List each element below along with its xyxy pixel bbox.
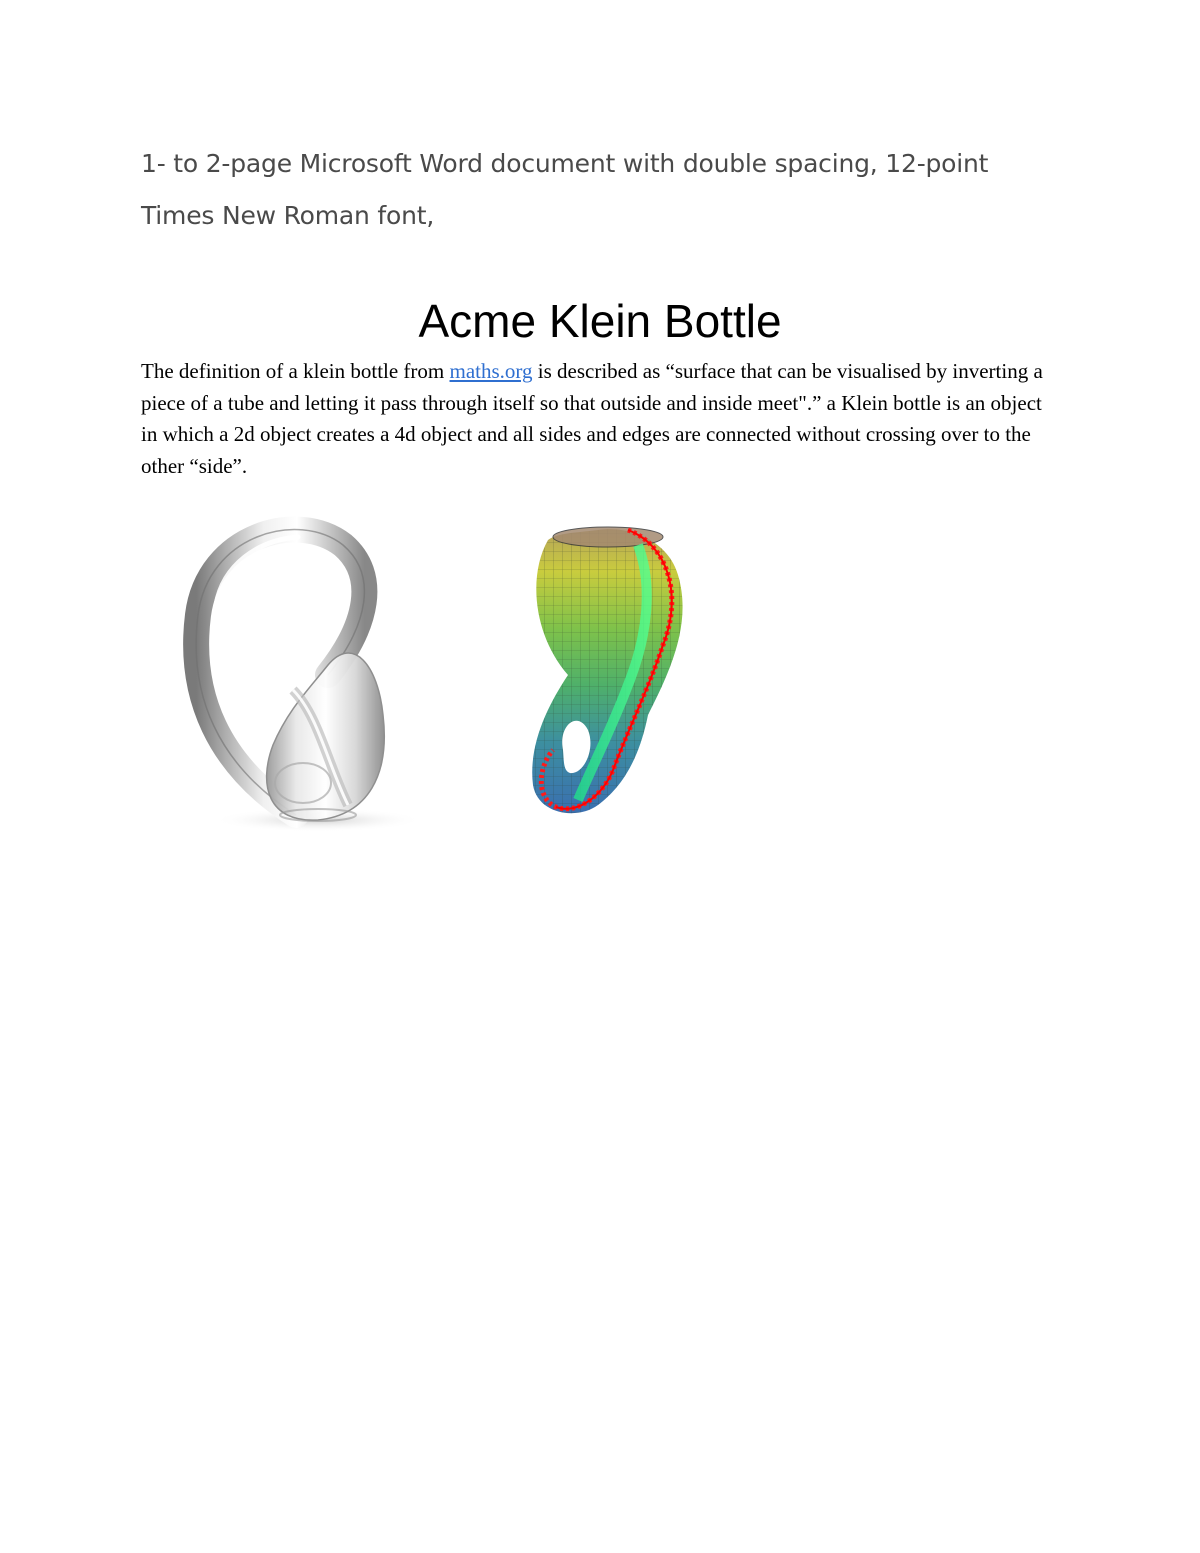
- klein-bottle-mesh-render: [508, 515, 698, 825]
- glass-klein-bottle-photo: [178, 515, 438, 835]
- maths-org-link[interactable]: maths.org: [449, 359, 533, 383]
- mesh-surface-image: [508, 515, 698, 825]
- paragraph-text-after-link: is described as “surface that can be visualised by inverting a piece of a tube and letting it pass through itself so that outside and inside meet".” a Klein bottle is an object in which a 2d object creates a 4d object and all sides and edges are connected without crossing over to the other “side”.: [141, 359, 1043, 478]
- paragraph-text-before-link: The definition of a klein bottle from: [141, 359, 450, 383]
- glass-bottle-image: [178, 515, 438, 835]
- definition-paragraph: [141, 356, 1056, 482]
- instruction-line-2: Times New Roman font,: [141, 201, 435, 230]
- page-title: Acme Klein Bottle: [418, 295, 782, 347]
- instruction-line-1: 1- to 2-page Microsoft Word document with double spacing, 12-point: [141, 149, 989, 178]
- instruction-text: [141, 138, 1041, 242]
